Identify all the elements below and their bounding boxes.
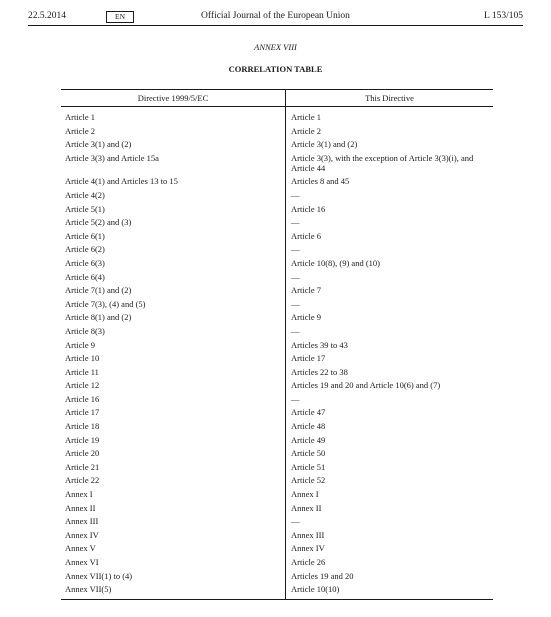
new-provision-cell: Articles 19 and 20 xyxy=(291,570,354,581)
old-provision-cell: Article 8(3) xyxy=(61,324,286,338)
old-provision-cell: Article 7(3), (4) and (5) xyxy=(61,297,286,311)
new-provision-cell: Article 16 xyxy=(291,203,326,214)
journal-title: Official Journal of the European Union xyxy=(201,11,350,21)
old-provision-cell: Annex VII(5) xyxy=(61,582,286,600)
new-provision-cell: Articles 8 and 45 xyxy=(291,176,350,187)
table-row xyxy=(61,151,493,175)
table-row xyxy=(61,460,493,474)
table-row xyxy=(61,569,493,583)
old-provision-cell: Article 6(4) xyxy=(61,270,286,284)
new-provision-cell: Article 2 xyxy=(291,125,321,136)
table-row xyxy=(61,270,493,284)
table-row xyxy=(61,446,493,460)
publication-date: 22.5.2014 xyxy=(28,11,66,21)
new-provision-cell: Annex IV xyxy=(291,543,325,554)
table-body xyxy=(61,107,493,600)
table-row xyxy=(61,365,493,379)
new-provision-cell: — xyxy=(291,271,300,282)
new-provision-cell: Article 50 xyxy=(291,448,326,459)
table-row xyxy=(61,107,493,124)
old-provision-cell: Article 6(2) xyxy=(61,242,286,256)
new-provision-cell: Article 51 xyxy=(291,461,326,472)
old-provision-cell: Annex V xyxy=(61,541,286,555)
old-provision-cell: Article 6(3) xyxy=(61,256,286,270)
old-provision-cell: Annex VI xyxy=(61,555,286,569)
table-row xyxy=(61,541,493,555)
new-provision-cell: — xyxy=(291,393,300,404)
table-row xyxy=(61,229,493,243)
old-provision-cell: Article 21 xyxy=(61,460,286,474)
old-provision-cell: Article 7(1) and (2) xyxy=(61,283,286,297)
old-provision-cell: Annex II xyxy=(61,501,286,515)
table-row xyxy=(61,297,493,311)
old-provision-cell: Article 8(1) and (2) xyxy=(61,310,286,324)
new-provision-cell: — xyxy=(291,217,300,228)
table-row xyxy=(61,188,493,202)
old-provision-cell: Annex IV xyxy=(61,528,286,542)
language-badge: EN xyxy=(106,11,134,23)
old-provision-cell: Annex VII(1) to (4) xyxy=(61,569,286,583)
old-provision-cell: Article 12 xyxy=(61,378,286,392)
page-header xyxy=(28,8,523,24)
table-row xyxy=(61,378,493,392)
table-row xyxy=(61,324,493,338)
table-row xyxy=(61,242,493,256)
new-provision-cell: Articles 19 and 20 and Article 10(6) and (7) xyxy=(291,380,441,391)
old-provision-cell: Article 19 xyxy=(61,433,286,447)
table-row xyxy=(61,528,493,542)
old-provision-cell: Article 2 xyxy=(61,124,286,138)
table-row xyxy=(61,405,493,419)
old-provision-cell: Article 10 xyxy=(61,351,286,365)
old-provision-cell: Article 22 xyxy=(61,473,286,487)
old-provision-cell: Article 1 xyxy=(61,107,286,124)
old-provision-cell: Article 6(1) xyxy=(61,229,286,243)
old-provision-cell: Article 18 xyxy=(61,419,286,433)
old-provision-cell: Article 11 xyxy=(61,365,286,379)
new-provision-cell: Article 48 xyxy=(291,421,326,432)
old-provision-cell: Annex I xyxy=(61,487,286,501)
table-row xyxy=(61,124,493,138)
old-provision-cell: Article 20 xyxy=(61,446,286,460)
old-provision-cell: Article 4(2) xyxy=(61,188,286,202)
table-row xyxy=(61,283,493,297)
new-provision-cell: Articles 39 to 43 xyxy=(291,339,348,350)
table-row xyxy=(61,392,493,406)
table-row xyxy=(61,256,493,270)
table-row xyxy=(61,514,493,528)
new-provision-cell: Article 3(3), with the exception of Article 3(3)(i), and Article 44 xyxy=(291,152,474,173)
table-row xyxy=(61,215,493,229)
new-provision-cell: Annex III xyxy=(291,529,325,540)
new-provision-cell: Article 10(10) xyxy=(286,582,494,600)
old-provision-cell: Article 17 xyxy=(61,405,286,419)
table-row xyxy=(61,137,493,151)
old-provision-cell: Article 5(2) and (3) xyxy=(61,215,286,229)
table-row xyxy=(61,202,493,216)
table-header-row xyxy=(61,90,493,107)
new-provision-cell: Article 26 xyxy=(291,557,326,567)
old-provision-cell: Article 4(1) and Articles 13 to 15 xyxy=(61,174,286,188)
column-header-old-directive: Directive 1999/5/EC xyxy=(61,90,286,107)
new-provision-cell: — xyxy=(291,244,300,255)
old-provision-cell: Article 3(1) and (2) xyxy=(61,137,286,151)
new-provision-cell: Annex I xyxy=(291,489,319,500)
new-provision-cell: Article 49 xyxy=(291,434,326,445)
table-row xyxy=(61,338,493,352)
table-title: CORRELATION TABLE xyxy=(228,64,323,74)
table-row xyxy=(61,487,493,501)
new-provision-cell: Articles 22 to 38 xyxy=(291,366,348,377)
new-provision-cell: Article 3(1) and (2) xyxy=(291,139,358,150)
old-provision-cell: Article 3(3) and Article 15a xyxy=(61,151,286,175)
new-provision-cell: — xyxy=(291,189,300,200)
header-divider xyxy=(28,25,523,26)
correlation-table xyxy=(61,89,493,600)
table-row xyxy=(61,555,493,569)
new-provision-cell: — xyxy=(291,298,300,309)
annex-title: ANNEX VIII xyxy=(254,42,297,52)
table-row xyxy=(61,419,493,433)
table-row xyxy=(61,582,493,600)
page-reference: L 153/105 xyxy=(484,11,523,21)
table-row xyxy=(61,310,493,324)
new-provision-cell: Article 47 xyxy=(291,407,326,418)
table-row xyxy=(61,473,493,487)
column-header-this-directive: This Directive xyxy=(286,90,494,107)
new-provision-cell: Article 9 xyxy=(291,312,321,323)
new-provision-cell: Article 52 xyxy=(291,475,326,486)
new-provision-cell: Article 6 xyxy=(291,230,321,241)
new-provision-cell: Article 10(8), (9) and (10) xyxy=(291,257,380,268)
new-provision-cell: Annex II xyxy=(291,502,322,513)
old-provision-cell: Article 9 xyxy=(61,338,286,352)
new-provision-cell: — xyxy=(291,325,300,336)
new-provision-cell: — xyxy=(291,516,300,527)
table-row xyxy=(61,351,493,365)
new-provision-cell: Article 17 xyxy=(291,353,326,364)
old-provision-cell: Article 16 xyxy=(61,392,286,406)
table-row xyxy=(61,501,493,515)
old-provision-cell: Article 5(1) xyxy=(61,202,286,216)
table-row xyxy=(61,433,493,447)
table-row xyxy=(61,174,493,188)
new-provision-cell: Article 7 xyxy=(291,285,321,296)
old-provision-cell: Annex III xyxy=(61,514,286,528)
new-provision-cell: Article 1 xyxy=(291,112,321,122)
